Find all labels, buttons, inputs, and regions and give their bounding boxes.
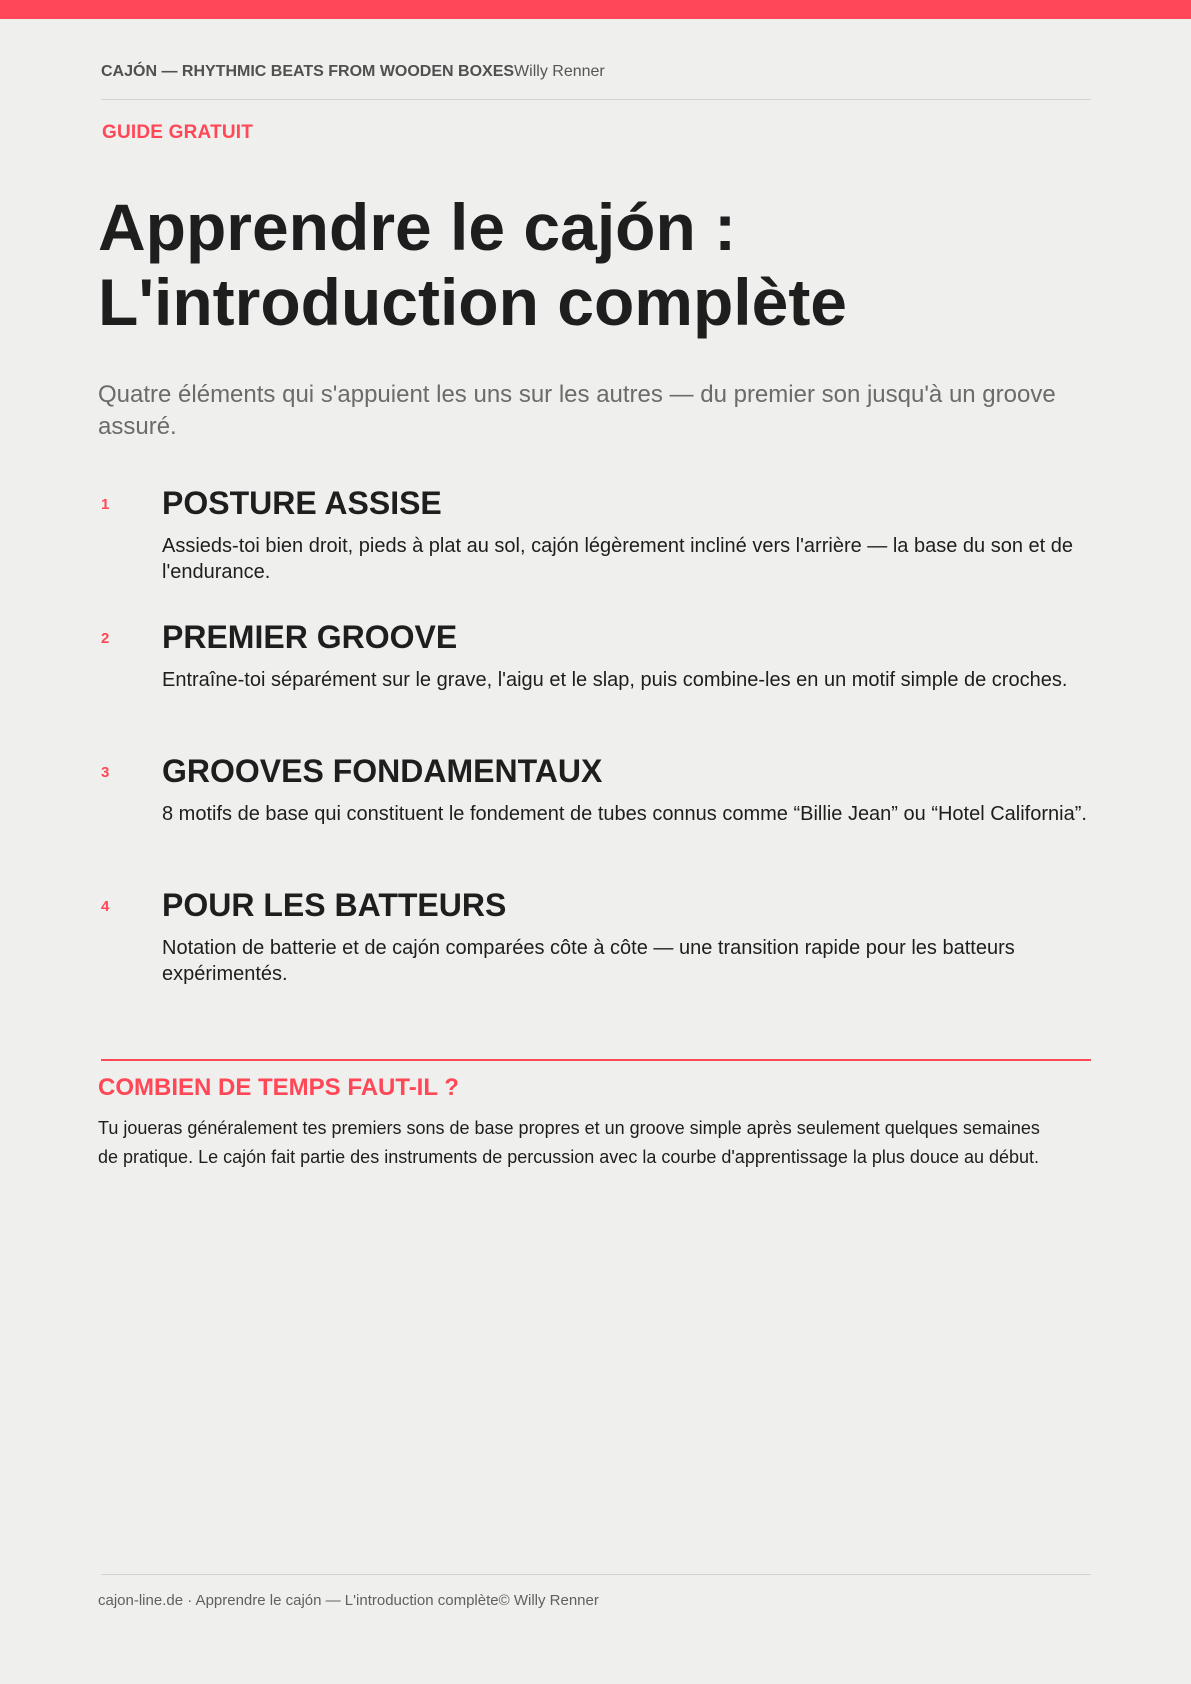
step-number: 3 [101,764,110,781]
step-title: GROOVES FONDAMENTAUX [162,753,603,789]
page-footer [98,1591,599,1611]
step-description: Assieds-toi bien droit, pieds à plat au sol, cajón légèrement incliné vers l'arrière — la base du son et de l'endurance. [162,535,1073,583]
footer-divider [101,1574,1091,1575]
step-number: 4 [101,898,110,915]
header-author: Willy Renner [514,63,605,80]
header-divider [101,99,1091,100]
section-body: Tu joueras généralement tes premiers sons de base propres et un groove simple après seulement quelques semaines de pratique. Le cajón fait partie des instruments de percussion avec la courbe d'apprentissage la plus douce au début. [98,1118,1040,1167]
step-number: 1 [101,496,110,513]
page-title [98,190,1088,340]
step-title: POUR LES BATTEURS [162,887,507,923]
top-accent-bar [0,0,1191,19]
step-title: PREMIER GROOVE [162,619,458,655]
footer-copyright: © Willy Renner [498,1592,599,1609]
title-line-1: Apprendre le cajón : [98,190,737,264]
step-number: 2 [101,630,110,647]
intro-text: Quatre éléments qui s'appuient les uns sur les autres — du premier son jusqu'à un groove assuré. [98,381,1056,440]
section-divider [101,1059,1091,1061]
eyebrow-label: GUIDE GRATUIT [102,122,254,143]
section-heading: COMBIEN DE TEMPS FAUT-IL ? [98,1074,459,1101]
step-description: Notation de batterie et de cajón comparées côte à côte — une transition rapide pour les batteurs expérimentés. [162,937,1015,985]
page-header [101,62,1091,82]
header-brand: CAJÓN — RHYTHMIC BEATS FROM WOODEN BOXES [101,63,515,80]
step-description: 8 motifs de base qui constituent le fondement de tubes connus comme “Billie Jean” ou “Hotel California”. [162,803,1087,825]
footer-source: cajon-line.de · Apprendre le cajón — L'introduction complète [98,1592,499,1609]
step-title: POSTURE ASSISE [162,485,442,521]
title-line-2: L'introduction complète [98,265,848,339]
step-description: Entraîne-toi séparément sur le grave, l'aigu et le slap, puis combine-les en un motif simple de croches. [162,669,1068,691]
